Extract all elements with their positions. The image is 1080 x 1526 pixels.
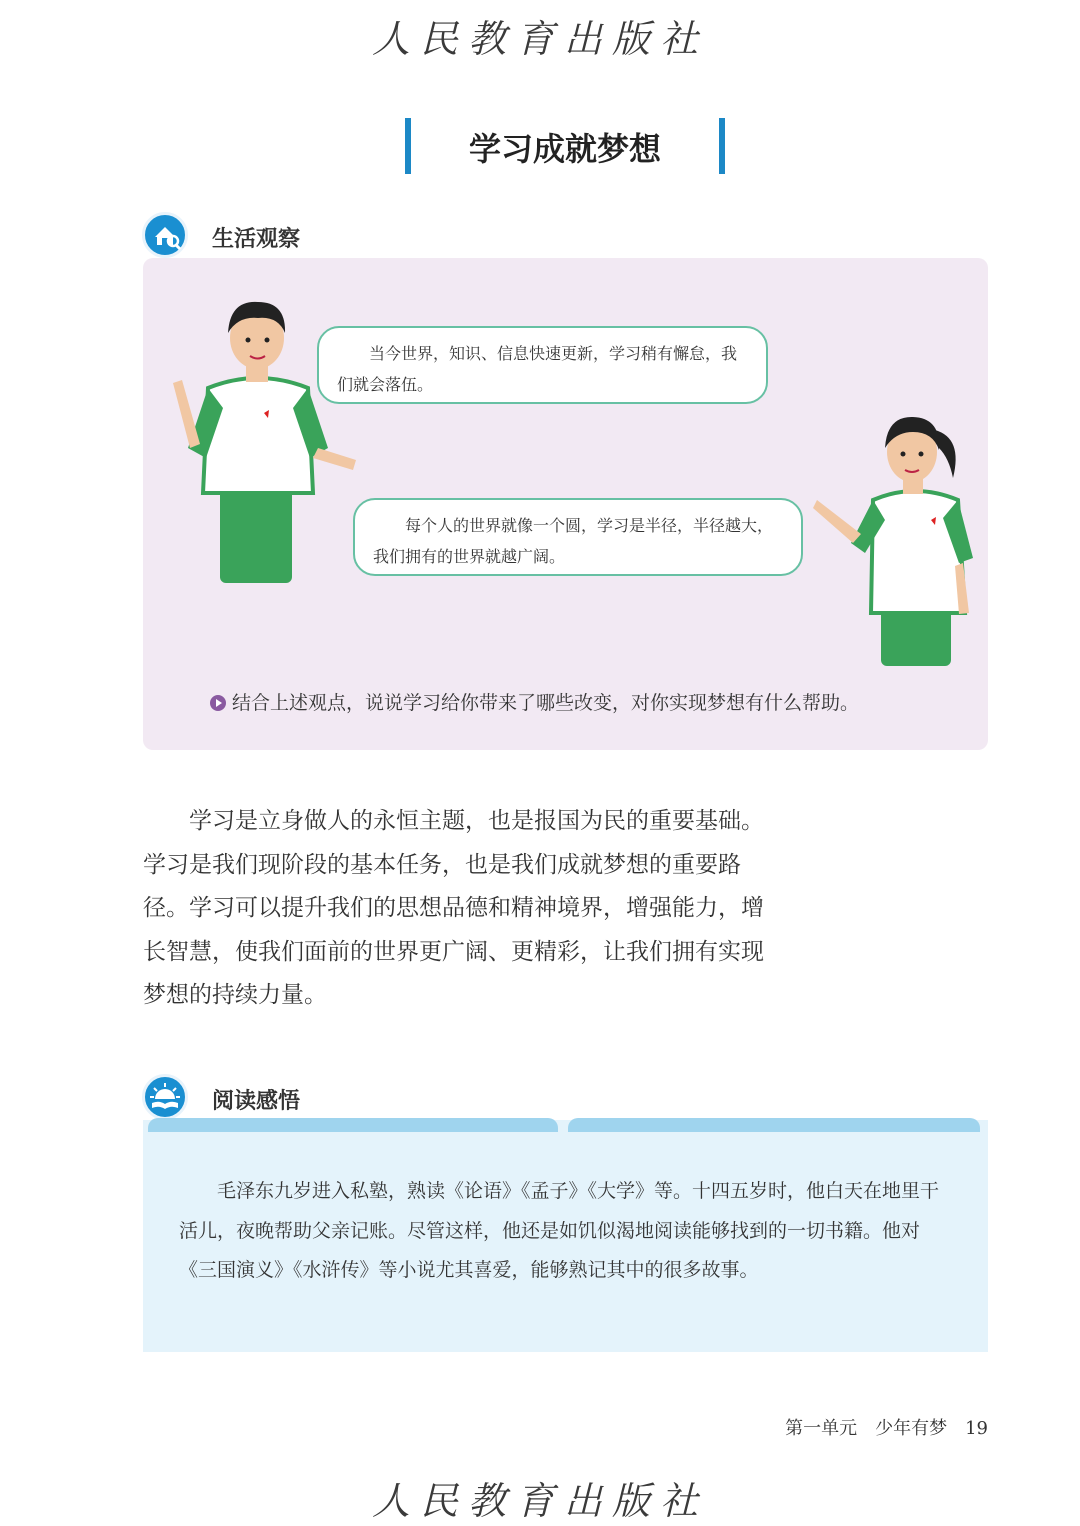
page-number: 19 (965, 1418, 988, 1439)
footer-unit-title: 少年有梦 (875, 1418, 948, 1439)
discussion-prompt (210, 688, 859, 715)
girl-speech-text: 每个人的世界就像一个圆，学习是半径，半径越大，我们拥有的世界就越广阔。 (373, 516, 774, 566)
body-paragraph: 学习是立身做人的永恒主题，也是报国为民的重要基础。学习是我们现阶段的基本任务，也是我们成就梦想的重要路径。学习可以提升我们的思想品德和精神境界，增强能力，增长智慧，使我们面前的世界更广阔、更精彩，让我们拥有实现梦想的持续力量。 (143, 808, 764, 1008)
girl-speech-bubble (353, 498, 803, 576)
reading-paragraph: 毛泽东九岁进入私塾，熟读《论语》《孟子》《大学》等。十四五岁时，他白天在地里干活儿，夜晚帮助父亲记账。尽管这样，他还是如饥似渴地阅读能够找到的一切书籍。他对《三国演义》《水浒传》等小说尤其喜爱，能够熟记其中的很多故事。 (179, 1180, 940, 1281)
reading-text-block (179, 1172, 955, 1291)
main-body-text (143, 800, 773, 1018)
section-heading-observe: 生活观察 (212, 227, 301, 252)
section-heading-reading: 阅读感悟 (212, 1089, 301, 1114)
publisher-watermark-bottom: 人民教育出版社 (371, 1479, 708, 1523)
lesson-title-block (405, 118, 725, 174)
title-bar-right (719, 118, 725, 174)
play-bullet-icon (210, 695, 226, 711)
boy-speech-text: 当今世界，知识、信息快速更新，学习稍有懈怠，我们就会落伍。 (337, 344, 738, 394)
lesson-title: 学习成就梦想 (468, 130, 661, 168)
observation-panel (143, 258, 988, 750)
discussion-prompt-text: 结合上述观点，说说学习给你带来了哪些改变，对你实现梦想有什么帮助。 (232, 692, 860, 714)
page-footer (767, 1414, 988, 1440)
sun-book-icon (142, 1074, 188, 1120)
book-tab-left (148, 1118, 558, 1132)
publisher-watermark-top: 人民教育出版社 (371, 17, 708, 61)
footer-unit: 第一单元 (785, 1418, 858, 1439)
book-tab-right (568, 1118, 980, 1132)
boy-speech-bubble (317, 326, 768, 404)
girl-illustration (803, 408, 983, 668)
house-search-icon (142, 212, 188, 258)
reading-panel (143, 1120, 988, 1352)
